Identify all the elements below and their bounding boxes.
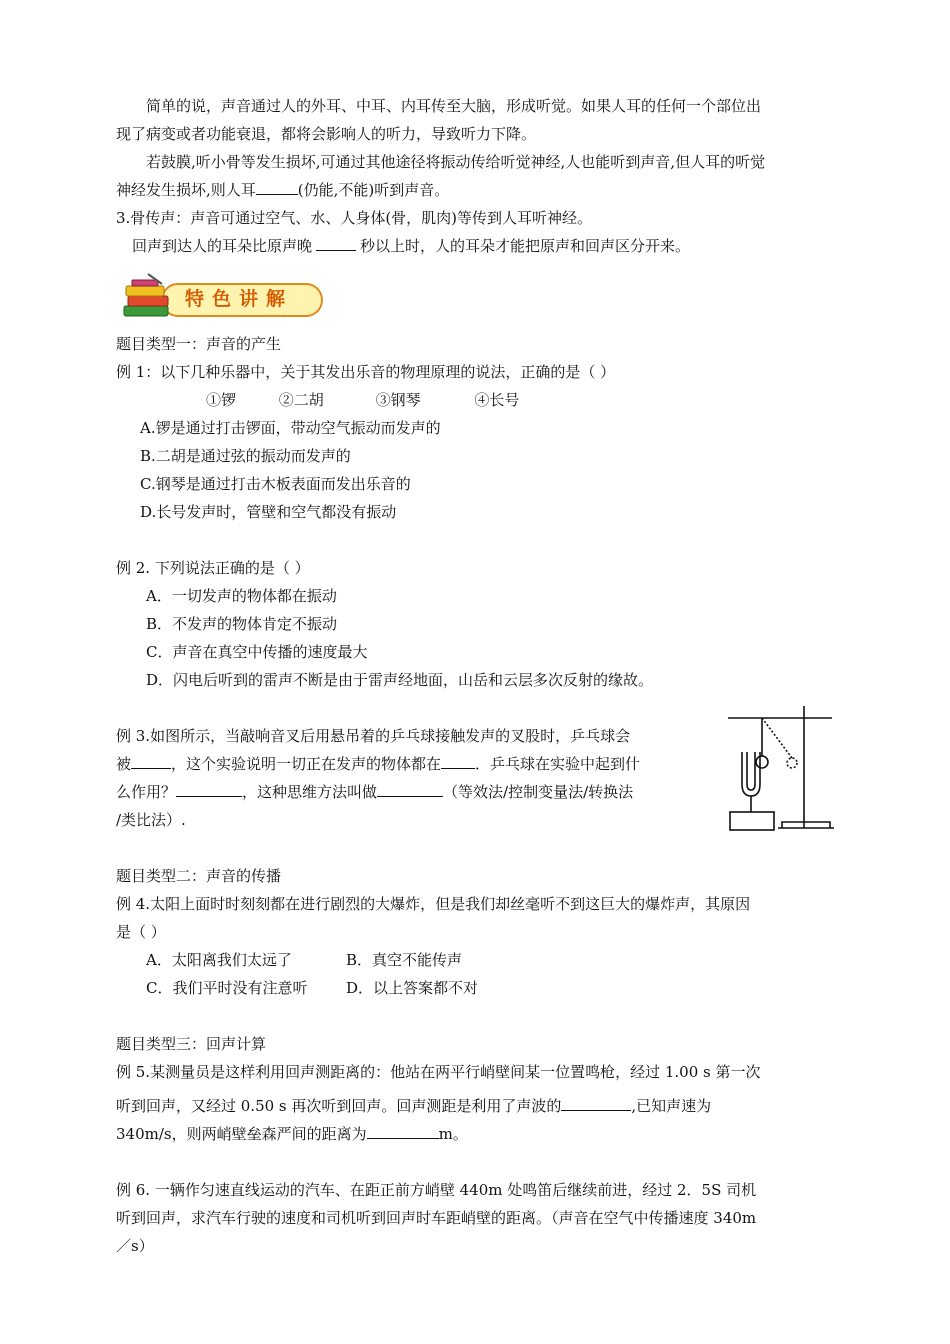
type1-title: 题目类型一：声音的产生 (116, 335, 282, 353)
ex2-stem: 例 2. 下列说法正确的是（ ） (116, 559, 310, 577)
type3-title: 题目类型三：回声计算 (116, 1035, 267, 1053)
ex4-line2: 是（ ） (116, 923, 166, 941)
intro-para2-line1: 若鼓膜,听小骨等发生损坏,可通过其他途径将振动传给听觉神经,人也能听到声音,但人耳的听觉 (146, 153, 766, 171)
ex2-option-a: A．一切发声的物体都在振动 (146, 587, 337, 605)
ex2-option-c: C．声音在真空中传播的速度最大 (146, 643, 368, 661)
ex1-item-piano: ③钢琴 (375, 391, 421, 409)
ex3-text-f: （等效法/控制变量法/转换法 (443, 783, 634, 801)
blank-ex5-distance[interactable] (367, 1122, 439, 1139)
ex5-text-d: m。 (438, 1125, 468, 1143)
ex1-stem: 例 1：以下几种乐器中，关于其发出乐音的物理原理的说法，正确的是（ ） (116, 363, 616, 381)
blank-ex3-vibrating[interactable] (441, 752, 475, 769)
ex1-option-b: B.二胡是通过弦的振动而发声的 (140, 447, 351, 465)
ex4-line1: 例 4.太阳上面时时刻刻都在进行剧烈的大爆炸，但是我们却丝毫听不到这巨大的爆炸声，其原因 (116, 895, 751, 913)
blank-ex3-role[interactable] (176, 780, 242, 797)
ex3-text-c: ．乒乓球在实验中起到什 (475, 755, 641, 773)
ex3-line1: 例 3.如图所示，当敲响音叉后用悬吊着的乒乓球接触发声的叉股时，乒乓球会 (116, 727, 631, 745)
ex4-option-b: B．真空不能传声 (346, 951, 463, 969)
ex5-text-a: 听到回声，又经过 0.50 s 再次听到回声。回声测距是利用了声波的 (116, 1097, 562, 1115)
books-icon (124, 274, 168, 316)
echo-line (116, 232, 854, 260)
intro-para1-line2: 现了病变或者功能衰退，都将会影响人的听力，导致听力下降。 (116, 125, 537, 143)
intro-para2-text-b: (仍能,不能)听到声音。 (297, 181, 450, 199)
ex3-text-a: 被 (116, 755, 132, 773)
blank-ex3-method[interactable] (377, 780, 443, 797)
ex4-options-row1 (116, 946, 868, 974)
ex3-line4: /类比法）. (116, 811, 186, 829)
ex1-instrument-list (116, 386, 928, 414)
blank-echo-seconds[interactable] (316, 234, 356, 251)
ex1-item-trombone: ④长号 (474, 391, 520, 409)
echo-text-b: 秒以上时，人的耳朵才能把原声和回声区分开来。 (360, 237, 691, 255)
intro-para1-line1: 简单的说，声音通过人的外耳、中耳、内耳传至大脑，形成听觉。如果人耳的任何一个部位出 (146, 97, 762, 115)
ex3-line3 (116, 778, 706, 806)
ex1-option-d: D.长号发声时，管壁和空气都没有振动 (140, 503, 397, 521)
blank-ex5-property[interactable] (561, 1094, 631, 1111)
intro-para2-text-a: 神经发生损坏,则人耳 (116, 181, 256, 199)
ex3-line2 (116, 750, 706, 778)
stand-base (782, 822, 830, 828)
ex6-line3: ／s） (116, 1237, 154, 1255)
ex2-option-b: B．不发声的物体肯定不振动 (146, 615, 338, 633)
bone-conduction-line: 3.骨传声：声音可通过空气、水、人身体(骨，肌肉)等传到人耳听神经。 (116, 209, 593, 227)
ex4-option-d: D．以上答案都不对 (346, 979, 479, 997)
section-banner-label: 特色讲解 (184, 288, 293, 310)
blank-hearing[interactable] (256, 178, 298, 195)
ex1-item-erhu: ②二胡 (278, 391, 324, 409)
ex4-option-a: A．太阳离我们太远了 (146, 951, 292, 969)
ex5-line3 (116, 1120, 838, 1148)
ex4-options-row2 (116, 974, 868, 1002)
intro-para2-line2 (116, 176, 838, 204)
type2-title: 题目类型二：声音的传播 (116, 867, 282, 885)
ex5-text-b: ,已知声速为 (631, 1097, 712, 1115)
ex3-text-e: ，这种思维方法叫做 (242, 783, 378, 801)
ex6-line2: 听到回声，求汽车行驶的速度和司机听到回声时车距峭壁的距离。（声音在空气中传播速度 340m (116, 1209, 757, 1227)
ex3-text-d: 么作用？ (116, 783, 177, 801)
ex3-text-b: ，这个实验说明一切正在发声的物体都在 (171, 755, 442, 773)
ex1-item-gong: ①锣 (206, 391, 237, 409)
blank-ex3-ball[interactable] (131, 752, 171, 769)
ex2-option-d: D．闪电后听到的雷声不断是由于雷声经地面，山岳和云层多次反射的缘故。 (146, 671, 654, 689)
ex5-line2 (116, 1092, 838, 1120)
resonance-box (730, 812, 774, 830)
ex4-option-c: C．我们平时没有注意听 (146, 979, 308, 997)
tuning-fork-figure (720, 700, 840, 840)
ex5-line1: 例 5.某测量员是这样利用回声测距离的：他站在两平行峭壁间某一位置鸣枪，经过 1.00 s 第一次 (116, 1063, 761, 1081)
ex1-option-c: C.钢琴是通过打击木板表面而发出乐音的 (140, 475, 411, 493)
ex1-option-a: A.锣是通过打击锣面，带动空气振动而发声的 (140, 419, 441, 437)
ex5-text-c: 340m/s，则两峭壁垒森严间的距离为 (116, 1125, 367, 1143)
ball-icon (756, 756, 768, 768)
echo-text-a: 回声到达人的耳朵比原声晚 (132, 237, 313, 255)
ex6-line1: 例 6. 一辆作匀速直线运动的汽车、在距正前方峭壁 440m 处鸣笛后继续前进，经过 2．5S 司机 (116, 1181, 757, 1199)
